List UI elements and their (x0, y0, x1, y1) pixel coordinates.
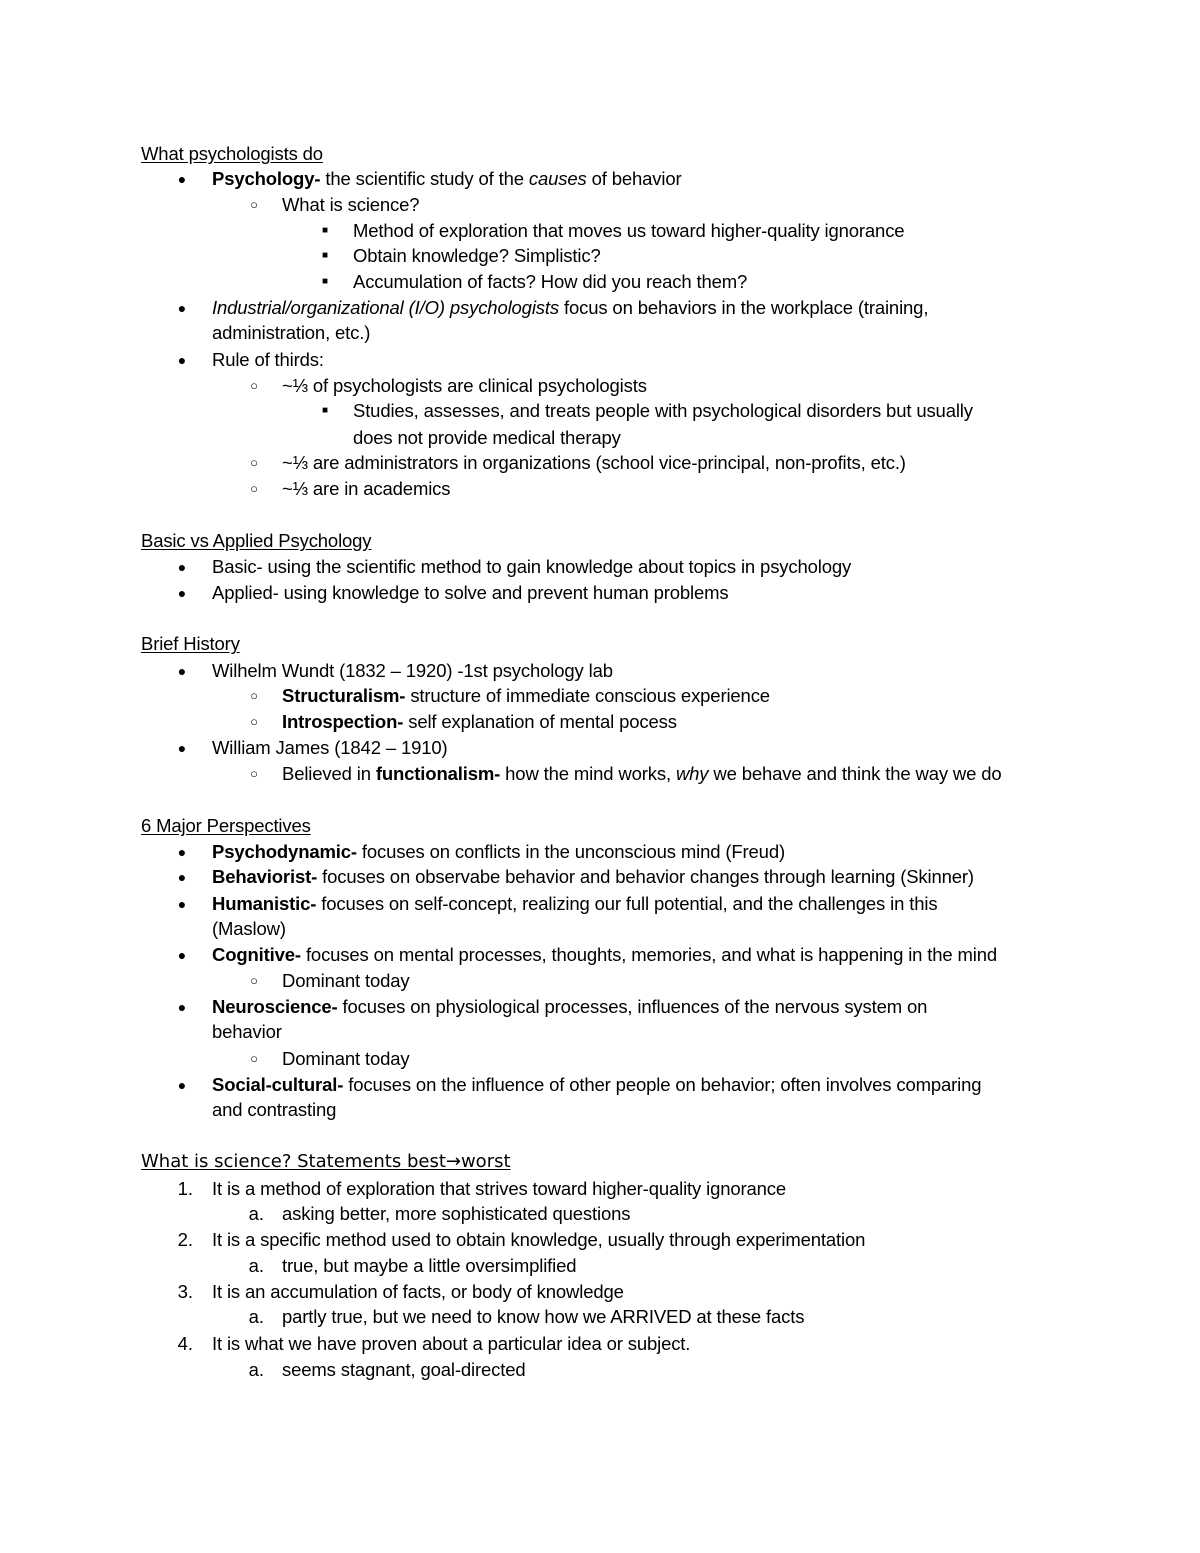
bullet-marker: ● (177, 1077, 187, 1093)
list-item: true, but maybe a little oversimplified (282, 1255, 577, 1276)
list-item: What is science? (282, 194, 420, 215)
section-heading-major-perspectives: 6 Major Perspectives (141, 815, 311, 836)
list-item: Cognitive- focuses on mental processes, thoughts, memories, and what is happening in the mind (212, 944, 998, 965)
bullet-marker: ● (177, 999, 187, 1015)
list-item: ~⅓ are in academics (282, 478, 451, 499)
circle-marker: ○ (250, 378, 258, 393)
list-number: 4. (177, 1333, 193, 1354)
list-item: ~⅓ are administrators in organizations (school vice-principal, non-profits, etc.) (282, 452, 906, 473)
bullet-marker: ● (177, 171, 187, 187)
list-item: It is a specific method used to obtain knowledge, usually through experimentation (212, 1229, 866, 1250)
bullet-marker: ● (177, 663, 187, 679)
list-item: Basic- using the scientific method to gain knowledge about topics in psychology (212, 556, 852, 577)
list-item: Studies, assesses, and treats people with psychological disorders but usually (353, 400, 973, 421)
list-item: asking better, more sophisticated questions (282, 1203, 631, 1224)
list-item: seems stagnant, goal-directed (282, 1359, 526, 1380)
square-marker: ■ (321, 250, 329, 261)
list-item: Industrial/organizational (I/O) psychologists focus on behaviors in the workplace (training, (212, 297, 929, 318)
list-item: Social-cultural- focuses on the influence of other people on behavior; often involves comparing (212, 1074, 982, 1095)
list-item-continuation: behavior (212, 1021, 282, 1042)
section-heading-what-psychologists-do: What psychologists do (141, 143, 323, 164)
section-heading-what-is-science: What is science? Statements best→worst (141, 1151, 511, 1172)
list-number: 1. (177, 1178, 193, 1199)
list-item: Structuralism- structure of immediate conscious experience (282, 685, 770, 706)
list-item: Rule of thirds: (212, 349, 324, 370)
list-item: Psychodynamic- focuses on conflicts in the unconscious mind (Freud) (212, 841, 785, 862)
bullet-marker: ● (177, 869, 187, 885)
circle-marker: ○ (250, 455, 258, 470)
section-heading-basic-vs-applied: Basic vs Applied Psychology (141, 530, 372, 551)
list-item: Believed in functionalism- how the mind works, why we behave and think the way we do (282, 763, 1002, 784)
list-item: Behaviorist- focuses on observabe behavior and behavior changes through learning (Skinner) (212, 866, 974, 887)
list-item-continuation: (Maslow) (212, 918, 286, 939)
list-item: Dominant today (282, 1048, 410, 1069)
list-item: It is what we have proven about a particular idea or subject. (212, 1333, 691, 1354)
list-item-continuation: administration, etc.) (212, 322, 371, 343)
square-marker: ■ (321, 276, 329, 287)
bullet-marker: ● (177, 559, 187, 575)
square-marker: ■ (321, 225, 329, 236)
list-item-continuation: and contrasting (212, 1099, 337, 1120)
list-item: Applied- using knowledge to solve and prevent human problems (212, 582, 729, 603)
list-letter: a. (248, 1203, 264, 1224)
list-item: Wilhelm Wundt (1832 – 1920) -1st psychology lab (212, 660, 613, 681)
list-item: Method of exploration that moves us toward higher-quality ignorance (353, 220, 905, 241)
list-item: It is an accumulation of facts, or body of knowledge (212, 1281, 624, 1302)
bullet-marker: ● (177, 740, 187, 756)
list-number: 2. (177, 1229, 193, 1250)
bullet-marker: ● (177, 300, 187, 316)
bullet-marker: ● (177, 844, 187, 860)
bullet-marker: ● (177, 585, 187, 601)
circle-marker: ○ (250, 197, 258, 212)
bullet-marker: ● (177, 352, 187, 368)
circle-marker: ○ (250, 766, 258, 781)
circle-marker: ○ (250, 1051, 258, 1066)
list-item: Accumulation of facts? How did you reach them? (353, 271, 748, 292)
bullet-marker: ● (177, 947, 187, 963)
list-letter: a. (248, 1306, 264, 1327)
list-number: 3. (177, 1281, 193, 1302)
bullet-marker: ● (177, 896, 187, 912)
list-item: Introspection- self explanation of mental pocess (282, 711, 677, 732)
circle-marker: ○ (250, 688, 258, 703)
circle-marker: ○ (250, 481, 258, 496)
list-item: Obtain knowledge? Simplistic? (353, 245, 601, 266)
list-letter: a. (248, 1359, 264, 1380)
list-item: William James (1842 – 1910) (212, 737, 448, 758)
square-marker: ■ (321, 405, 329, 416)
list-item: Neuroscience- focuses on physiological processes, influences of the nervous system on (212, 996, 928, 1017)
list-item: Humanistic- focuses on self-concept, realizing our full potential, and the challenges in this (212, 893, 938, 914)
list-item: partly true, but we need to know how we ARRIVED at these facts (282, 1306, 805, 1327)
circle-marker: ○ (250, 714, 258, 729)
section-heading-brief-history: Brief History (141, 633, 240, 654)
list-item: Dominant today (282, 970, 410, 991)
list-item-continuation: does not provide medical therapy (353, 427, 621, 448)
list-letter: a. (248, 1255, 264, 1276)
circle-marker: ○ (250, 973, 258, 988)
list-item: ~⅓ of psychologists are clinical psychologists (282, 375, 647, 396)
list-item: Psychology- the scientific study of the causes of behavior (212, 168, 682, 189)
list-item: It is a method of exploration that strives toward higher-quality ignorance (212, 1178, 787, 1199)
